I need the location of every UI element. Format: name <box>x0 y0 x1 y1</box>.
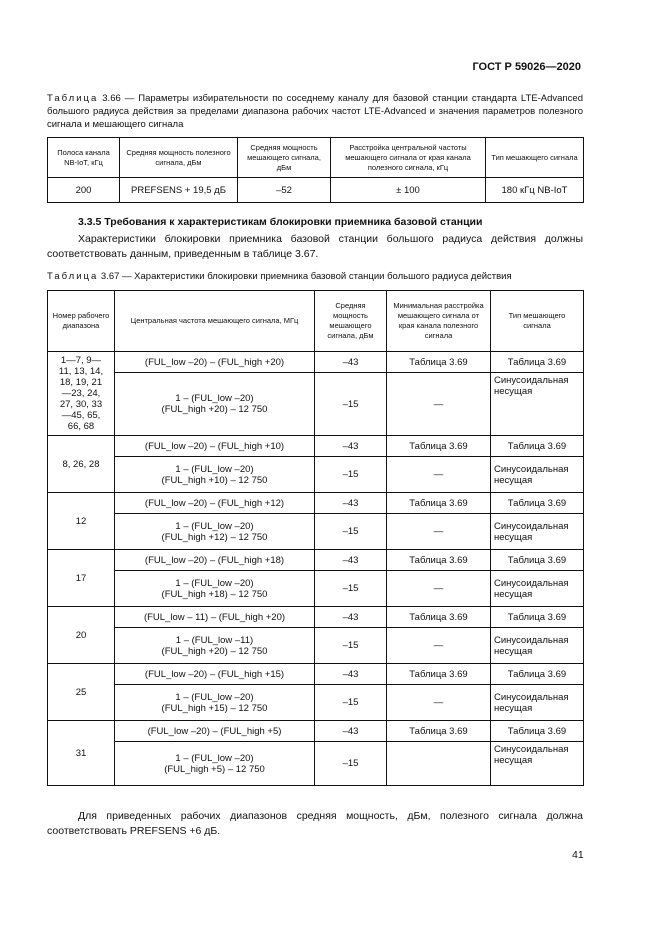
freq-cell <box>115 457 315 493</box>
table2-label: Таблица <box>47 271 99 282</box>
table-row <box>48 628 584 664</box>
freq-line: 1 – (FUL_low –20) <box>175 752 254 764</box>
type-cell: Таблица 3.69 <box>491 607 584 628</box>
type-cell: Синусоидальная несущая <box>491 742 584 786</box>
freq-cell <box>115 571 315 607</box>
type-cell: Синусоидальная несущая <box>491 571 584 607</box>
table-cell: 180 кГц NB-IoT <box>486 178 584 203</box>
power-cell: –43 <box>315 352 387 373</box>
header-cell: Минимальная расстройка мешающего сигнала от края канала полезного сигнала <box>387 291 491 352</box>
page-number: 41 <box>572 849 584 861</box>
selectivity-table <box>47 137 584 203</box>
type-cell: Таблица 3.69 <box>491 721 584 742</box>
blocking-table <box>47 290 584 786</box>
power-cell: –43 <box>315 721 387 742</box>
table-cell: 200 <box>48 178 120 203</box>
offset-cell: — <box>387 514 491 550</box>
table-row <box>48 721 584 742</box>
table-row <box>48 571 584 607</box>
freq-line: 1 – (FUL_low –20) <box>175 393 254 404</box>
type-cell: Таблица 3.69 <box>491 493 584 514</box>
table-row <box>48 742 584 786</box>
table-row <box>48 685 584 721</box>
power-cell: –43 <box>315 436 387 457</box>
type-cell: Синусоидальная несущая <box>491 685 584 721</box>
table-cell: PREFSENS + 19,5 дБ <box>120 178 238 203</box>
freq-cell: (FUL_low –20) – (FUL_high +10) <box>115 436 315 457</box>
freq-line: 1 – (FUL_low –20) <box>175 577 254 589</box>
freq-cell: (FUL_low –20) – (FUL_high +12) <box>115 493 315 514</box>
table-header-row <box>48 291 584 352</box>
freq-cell <box>115 742 315 786</box>
freq-line: 1 – (FUL_low –20) <box>175 520 254 532</box>
freq-cell: (FUL_low –20) – (FUL_high +15) <box>115 664 315 685</box>
offset-cell: Таблица 3.69 <box>387 550 491 571</box>
band-number-cell: 31 <box>48 721 115 786</box>
offset-cell: — <box>387 373 491 436</box>
offset-cell: — <box>387 457 491 493</box>
offset-cell: Таблица 3.69 <box>387 352 491 373</box>
offset-cell: Таблица 3.69 <box>387 721 491 742</box>
header-cell: Полоса канала NB-IoT, кГц <box>48 138 120 178</box>
freq-cell: (FUL_low –20) – (FUL_high +18) <box>115 550 315 571</box>
power-cell: –43 <box>315 493 387 514</box>
type-cell: Синусоидальная несущая <box>491 628 584 664</box>
header-cell: Центральная частота мешающего сигнала, МГц <box>115 291 315 352</box>
table1-caption-text: 3.66 — Параметры избирательности по соседнему каналу для базовой станции стандарта LTE-Advanced большого радиуса действия за пределами диапазона рабочих частот LTE-Advanced и значения параметров полезного сигнала и мешающего сигнала <box>47 93 584 130</box>
offset-cell: Таблица 3.69 <box>387 493 491 514</box>
section-heading <box>78 216 482 228</box>
header-cell: Номер рабочего диапазона <box>48 291 115 352</box>
table-row <box>48 493 584 514</box>
table1-label: Таблица <box>47 93 99 104</box>
offset-cell: — <box>387 628 491 664</box>
header-cell: Средняя мощность мешающего сигнала, дБм <box>238 138 331 178</box>
table2-caption <box>47 270 583 283</box>
power-cell: –15 <box>315 457 387 493</box>
table-row <box>48 436 584 457</box>
band-number-cell: 17 <box>48 550 115 607</box>
freq-cell: (FUL_low –20) – (FUL_high +20) <box>115 352 315 373</box>
offset-cell: — <box>387 685 491 721</box>
freq-line: (FUL_high +5) – 12 750 <box>164 763 265 775</box>
header-cell: Средняя мощность полезного сигнала, дБм <box>120 138 238 178</box>
offset-cell: Таблица 3.69 <box>387 436 491 457</box>
freq-line: (FUL_high +20) – 12 750 <box>161 404 268 415</box>
freq-cell: (FUL_low –20) – (FUL_high +5) <box>115 721 315 742</box>
power-cell: –15 <box>315 514 387 550</box>
power-cell: –43 <box>315 607 387 628</box>
header-cell: Тип мешающего сигнала <box>486 138 584 178</box>
section-number: 3.3.5 <box>78 216 102 228</box>
table-row <box>48 550 584 571</box>
table-cell: –52 <box>238 178 331 203</box>
table2-caption-text: 3.67 — Характеристики блокировки приемника базовой станции большого радиуса действия <box>100 271 512 282</box>
freq-cell: (FUL_low – 11) – (FUL_high +20) <box>115 607 315 628</box>
table-row <box>48 607 584 628</box>
section-paragraph: Характеристики блокировки приемника базовой станции большого радиуса действия должны соответствовать данным, приведенным в таблице 3.67. <box>47 233 583 260</box>
power-cell: –15 <box>315 571 387 607</box>
freq-cell <box>115 373 315 436</box>
band-number-cell: 8, 26, 28 <box>48 436 115 493</box>
table-row <box>48 514 584 550</box>
table-row <box>48 373 584 436</box>
freq-line: (FUL_high +12) – 12 750 <box>161 531 268 543</box>
power-cell: –15 <box>315 685 387 721</box>
table1-caption <box>47 92 583 131</box>
table-row <box>48 352 584 373</box>
type-cell: Синусоидальная несущая <box>491 457 584 493</box>
freq-line: 1 – (FUL_low –20) <box>175 463 254 475</box>
freq-line: (FUL_high +18) – 12 750 <box>161 588 268 600</box>
freq-line: 1 – (FUL_low –20) <box>175 691 254 703</box>
type-cell: Таблица 3.69 <box>491 436 584 457</box>
freq-line: (FUL_high +15) – 12 750 <box>161 702 268 714</box>
header-cell: Расстройка центральной частоты мешающего сигнала от края канала полезного сигнала, кГц <box>331 138 486 178</box>
type-cell: Таблица 3.69 <box>491 664 584 685</box>
table-row <box>48 178 584 203</box>
freq-cell <box>115 514 315 550</box>
table-header-row <box>48 138 584 178</box>
table-cell: ± 100 <box>331 178 486 203</box>
freq-line: (FUL_high +10) – 12 750 <box>161 474 268 486</box>
power-cell: –43 <box>315 664 387 685</box>
freq-line: 1 – (FUL_low –11) <box>175 634 254 646</box>
freq-line: (FUL_high +20) – 12 750 <box>161 645 268 657</box>
type-cell: Синусоидальная несущая <box>491 514 584 550</box>
power-cell: –43 <box>315 550 387 571</box>
power-cell: –15 <box>315 373 387 436</box>
offset-cell: Таблица 3.69 <box>387 607 491 628</box>
section-title: Требования к характеристикам блокировки приемника базовой станции <box>104 216 483 228</box>
standard-designation: ГОСТ Р 59026—2020 <box>472 61 581 73</box>
offset-cell: Таблица 3.69 <box>387 664 491 685</box>
header-cell: Средняя мощность мешающего сигнала, дБм <box>315 291 387 352</box>
footer-paragraph: Для приведенных рабочих диапазонов средняя мощность, дБм, полезного сигнала должна соответствовать PREFSENS +6 дБ. <box>47 810 583 837</box>
table-row <box>48 664 584 685</box>
table-row <box>48 457 584 493</box>
band-number-cell: 25 <box>48 664 115 721</box>
type-cell: Синусоидальная несущая <box>491 373 584 436</box>
power-cell: –15 <box>315 628 387 664</box>
type-cell: Таблица 3.69 <box>491 550 584 571</box>
offset-cell: — <box>387 571 491 607</box>
freq-cell <box>115 628 315 664</box>
band-number-cell: 20 <box>48 607 115 664</box>
header-cell: Тип мешающего сигнала <box>491 291 584 352</box>
type-cell: Таблица 3.69 <box>491 352 584 373</box>
band-number-cell: 12 <box>48 493 115 550</box>
power-cell: –15 <box>315 742 387 786</box>
offset-cell <box>387 742 491 786</box>
band-number-cell: 1—7, 9—11, 13, 14, 18, 19, 21—23, 24, 27, 30, 33—45, 65, 66, 68 <box>48 352 115 436</box>
freq-cell <box>115 685 315 721</box>
